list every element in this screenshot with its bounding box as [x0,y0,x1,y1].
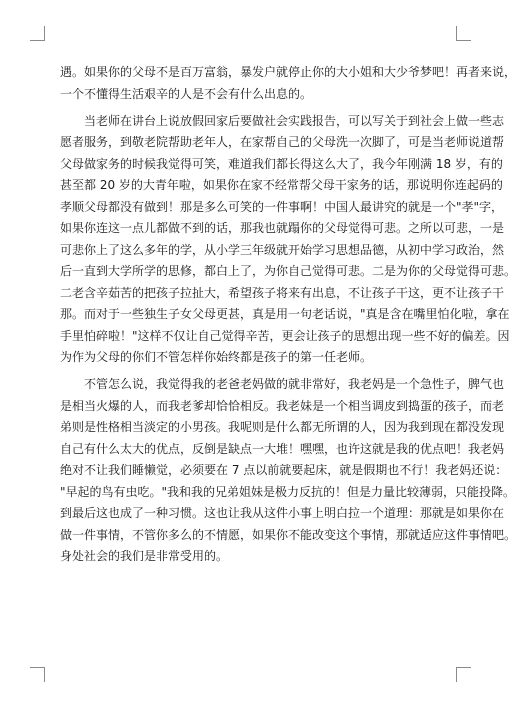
text-line: 做一件事情，不管你多么的不情愿，如果你不能改变这个事情，那就适应这件事情吧。 [60,527,516,542]
text-line: 为作为父母的你们不管怎样你始终都是孩子的第一任老师。 [60,350,373,364]
text-line: 遇。如果你的父母不是百万富翁，暴发户就停止你的大小姐和大少爷梦吧！再者来说， [60,65,516,79]
crop-mark-bottom-right [456,667,471,682]
text-line: 是相当火爆的人，而我老爹却恰恰相反。我老妹是一个相当调皮到捣蛋的孩子，而老 [60,398,505,413]
text-line: 身处社会的我们是非常受用的。 [60,549,229,563]
text-line: 自己有什么太大的优点，反倒是缺点一大堆！嘿嘿，也许这就是我的优点吧！我老妈 [60,441,505,456]
text-line: 那。而对于一些独生子女父母更甚，真是用一句老话说，"真是含在嘴里怕化啦，拿在 [60,307,510,321]
crop-mark-top-left [30,26,45,41]
text-line: 弟则是性格相当淡定的小男孩。我呢则是什么都无所谓的人，因为我到现在都没发现 [60,420,505,434]
text-line: 可悲你上了这么多年的学，从小学三年级就开始学习思想品德，从初中学习政治，然 [60,242,505,257]
text-line: 到最后这也成了一种习惯。这也让我从这件小事上明白拉一个道理：那就是如果你在 [60,506,505,520]
crop-mark-bottom-left [30,667,45,682]
text-line: 孝顺父母都没有做到！那是多么可笑的一件事啊！中国人最讲究的就是一个"孝"字， [60,199,504,214]
text-line: "早起的鸟有虫吃。"我和我的兄弟姐妹是极力反抗的！但是力量比较薄弱，只能投降。 [60,484,516,499]
document-body [60,65,516,571]
text-line: 一个不懂得生活艰辛的人是不会有什么出息的。 [60,86,313,101]
text-line: 二老含辛茹苦的把孩子拉扯大，希望孩子将来有出息，不让孩子干这，更不让孩子干 [60,285,505,300]
text-line: 当老师在讲台上说放假回家后要做社会实践报告，可以写关于到社会上做一些志 [60,113,505,128]
text-line: 不管怎么说，我觉得我的老爸老妈做的就非常好，我老妈是一个急性子，脾气也 [60,377,505,391]
text-line: 甚至都 20 岁的大青年啦，如果你在家不经常帮父母干家务的话，那说明你连起码的 [60,178,503,192]
text-line: 如果你连这一点儿都做不到的话，那我也就蹋你的父母觉得可悲。之所以可悲，一是 [60,221,505,235]
text-line: 绝对不让我们睡懒觉，必须要在 7 点以前就要起床，就是假期也不行！我老妈还说： [60,463,508,477]
text-line: 父母做家务的时候我觉得可笑，难道我们都长得这么大了，我今年刚满 18 岁，有的 [60,156,503,171]
crop-mark-top-right [456,26,471,41]
text-line: 手里怕碎啦！"这样不仅让自己觉得辛苦，更会让孩子的思想出现一些不好的偏差。因 [60,328,510,343]
text-line: 愿者服务，到敬老院帮助老年人，在家帮自己的父母洗一次脚了，可是当老师说道帮 [60,135,505,149]
text-line: 后一直到大学所学的思修，都白上了，为你自己觉得可悲。二是为你的父母觉得可悲。 [60,264,516,278]
